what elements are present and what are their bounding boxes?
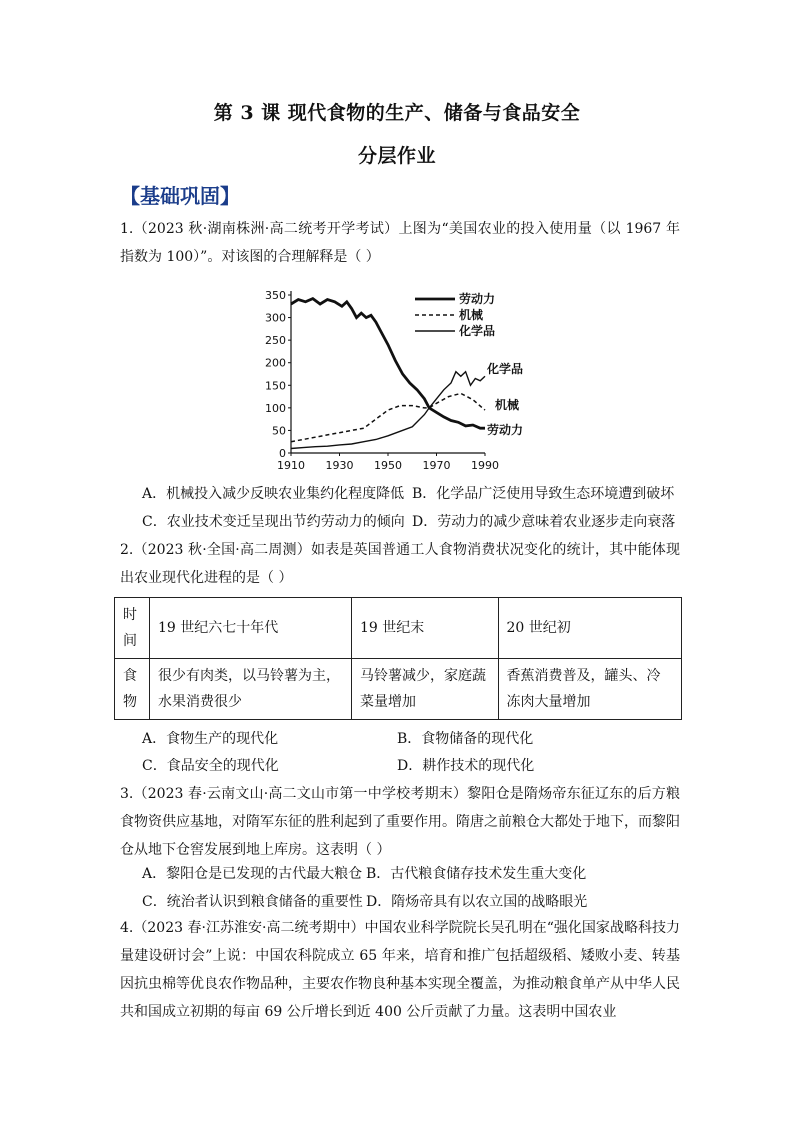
question-1-stem: 1.（2023 秋·湖南株洲·高二统考开学考试）上图为“美国农业的投入使用量（以 1967 年指数为 100）”。对该图的合理解释是（ ） — [120, 221, 680, 265]
section-title: 【基础巩固】 — [120, 184, 240, 208]
y-tick-label: 150 — [265, 379, 286, 393]
question-2-stem: 2.（2023 秋·全国·高二周测）如表是英国普通工人食物消费状况变化的统计，其中能体现出农业现代化进程的是（ ） — [120, 542, 680, 586]
question-3-stem: 3.（2023 春·云南文山·高二文山市第一中学校考期末）黎阳仓是隋炀帝东征辽东的后方粮食物资供应基地，对隋军东征的胜利起到了重要作用。隋唐之前粮仓大都处于地下，而黎阳仓从地下仓窖发展到地上库房。这表明（ ） — [120, 786, 680, 858]
y-tick-label: 0 — [279, 447, 286, 460]
series-end-label: 化学品 — [487, 362, 524, 376]
series-line-机械 — [291, 393, 485, 441]
chart-legend — [415, 291, 495, 338]
table-cell: 香蕉消费普及，罐头、冷冻肉大量增加 — [498, 659, 682, 720]
q2-option-d[interactable]: D．耕作技术的现代化 — [397, 758, 535, 774]
q3-option-a[interactable]: A．黎阳仓是已发现的古代最大粮仓 — [142, 866, 363, 882]
food-consumption-table — [114, 597, 682, 720]
agri-input-chart — [255, 283, 555, 473]
question-4-stem: 4.（2023 春·江苏淮安·高二统考期中）中国农业科学院院长吴孔明在“强化国家战略科技力量建设研讨会”上说：中国农科院成立 65 年来，培育和推广包括超级稻、矮败小麦、转基因抗虫棉等优良农作物品种，主要农作物良种基本实现全覆盖，为推动粮食单产从中华人民共和国成立初期的每亩 69 公斤增长到近 400 公斤贡献了力量。这表明中国农业 — [120, 920, 680, 1020]
series-end-label: 劳动力 — [487, 423, 524, 437]
table-column-header: 20 世纪初 — [498, 598, 682, 659]
table-column-header: 19 世纪六七十年代 — [150, 598, 352, 659]
series-end-label: 机械 — [495, 398, 520, 412]
chart-end-labels — [486, 361, 523, 437]
q1-option-d[interactable]: D．劳动力的减少意味着农业逐步走向衰落 — [412, 514, 676, 530]
table-cell: 马铃薯减少，家庭蔬菜量增加 — [351, 659, 498, 720]
y-tick-label: 200 — [265, 356, 286, 370]
lesson-title: 第 3 课 现代食物的生产、储备与食品安全 — [213, 102, 581, 124]
q2-option-b[interactable]: B．食物储备的现代化 — [397, 731, 534, 747]
legend-label: 机械 — [459, 308, 484, 322]
table-column-header: 19 世纪末 — [351, 598, 498, 659]
y-tick-label: 50 — [272, 424, 286, 438]
series-line-劳动力 — [291, 299, 485, 429]
q1-option-a[interactable]: A．机械投入减少反映农业集约化程度降低 — [142, 486, 405, 502]
q2-option-a[interactable]: A．食物生产的现代化 — [142, 731, 279, 747]
q1-option-b[interactable]: B．化学品广泛使用导致生态环境遭到破坏 — [412, 486, 675, 502]
chart-series — [291, 299, 485, 449]
y-tick-label: 350 — [265, 289, 286, 302]
table-row — [115, 598, 682, 659]
table-row-label-food: 食物 — [115, 659, 150, 720]
table-row — [115, 659, 682, 720]
y-tick-label: 250 — [265, 334, 286, 348]
x-tick-label: 1990 — [471, 459, 499, 472]
y-tick-label: 300 — [265, 311, 286, 325]
q1-option-c[interactable]: C．农业技术变迁呈现出节约劳动力的倾向 — [142, 514, 405, 530]
table-header-time: 时间 — [115, 598, 150, 659]
legend-label: 劳动力 — [459, 292, 496, 306]
q3-option-d[interactable]: D．隋炀帝具有以农立国的战略眼光 — [366, 894, 588, 910]
q3-option-b[interactable]: B．古代粮食储存技术发生重大变化 — [366, 866, 587, 882]
lesson-subtitle: 分层作业 — [357, 145, 436, 167]
x-tick-label: 1950 — [374, 459, 402, 472]
q2-option-c[interactable]: C．食品安全的现代化 — [142, 758, 279, 774]
x-tick-label: 1930 — [325, 459, 354, 472]
legend-label: 化学品 — [459, 324, 496, 338]
x-tick-label: 1970 — [422, 459, 451, 472]
x-tick-label: 1910 — [277, 459, 305, 472]
q3-option-c[interactable]: C．统治者认识到粮食储备的重要性 — [142, 894, 363, 910]
table-cell: 很少有肉类，以马铃薯为主，水果消费很少 — [150, 659, 352, 720]
y-tick-label: 100 — [265, 401, 286, 415]
